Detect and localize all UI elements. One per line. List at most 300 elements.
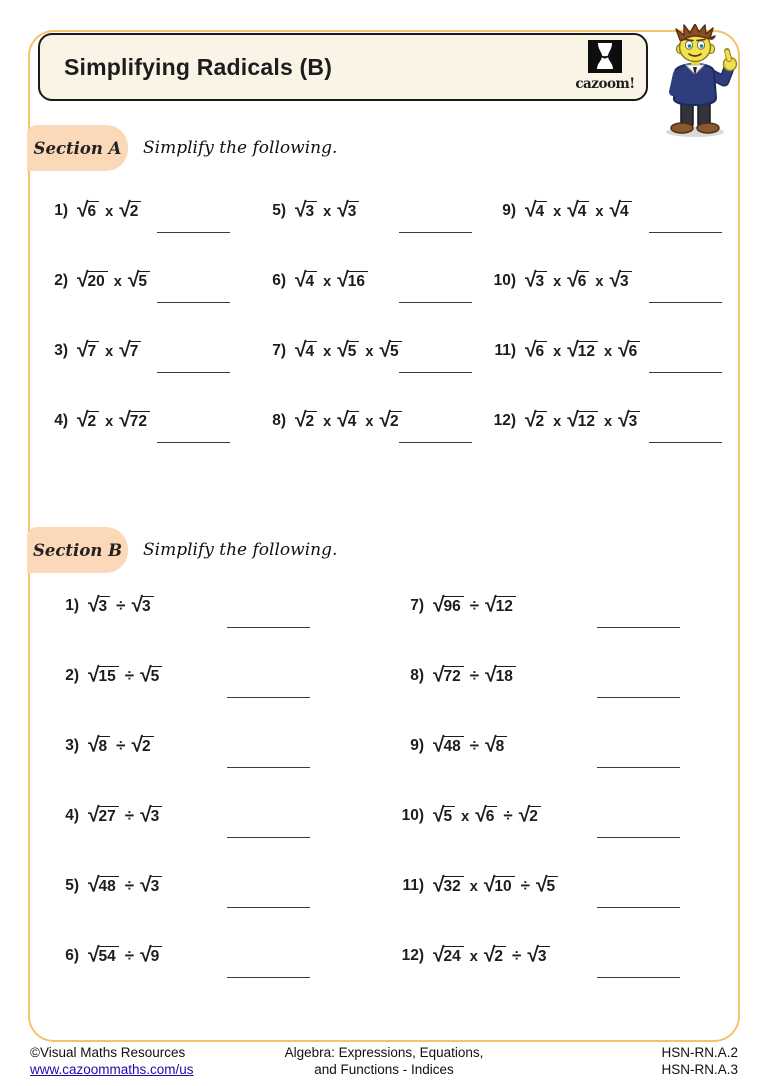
problem (38, 190, 256, 260)
sqrt-term (433, 593, 464, 617)
radicand: 3 (150, 806, 163, 826)
multiply-operator: x (365, 414, 374, 430)
sqrt-term (433, 873, 464, 897)
problem (45, 935, 390, 1005)
radicand: 3 (628, 411, 641, 431)
sqrt-term (88, 733, 110, 757)
problem (390, 865, 738, 935)
radicand: 4 (535, 201, 548, 221)
radical-sign: √ (295, 408, 307, 431)
sqrt-term (140, 803, 162, 827)
problem-number: 8) (410, 667, 424, 684)
answer-blank (597, 697, 680, 698)
problem-number: 10) (401, 807, 424, 824)
radical-sign: √ (140, 803, 152, 826)
problem-number: 10) (493, 272, 516, 289)
radical-sign: √ (475, 803, 487, 826)
sqrt-term (295, 268, 317, 292)
website-link[interactable]: www.cazoommaths.com/us (30, 1062, 194, 1077)
section-a-column-3 (486, 190, 728, 470)
divide-operator: ÷ (469, 596, 480, 615)
problem-number: 9) (502, 202, 516, 219)
radicand: 48 (98, 876, 119, 896)
radicand: 96 (443, 596, 464, 616)
multiply-operator: x (323, 204, 332, 220)
radicand: 2 (535, 411, 548, 431)
multiply-operator: x (595, 204, 604, 220)
radical-sign: √ (119, 338, 131, 361)
expression (433, 733, 507, 757)
radical-sign: √ (567, 198, 579, 221)
radicand: 2 (528, 806, 541, 826)
problem (390, 585, 738, 655)
problem-number: 1) (65, 597, 79, 614)
radical-sign: √ (127, 268, 140, 291)
problem-line (256, 338, 486, 364)
sqrt-term (119, 198, 141, 222)
sqrt-term (77, 268, 108, 292)
expression (88, 803, 162, 827)
radicand: 3 (305, 201, 318, 221)
page-title: Simplifying Radicals (B) (64, 53, 333, 80)
radical-sign: √ (119, 408, 131, 431)
problem-line (256, 268, 486, 294)
answer-blank (227, 907, 310, 908)
expression (525, 198, 632, 222)
problem (486, 330, 728, 400)
radicand: 5 (137, 271, 150, 291)
title-box (38, 33, 648, 101)
section-a-label-text: Section A (33, 138, 122, 158)
radical-sign: √ (337, 408, 349, 431)
radicand: 6 (485, 806, 498, 826)
footer-topic (285, 1044, 484, 1078)
radical-sign: √ (88, 733, 100, 756)
radical-sign: √ (485, 733, 497, 756)
radical-sign: √ (527, 943, 539, 966)
radicand: 72 (443, 666, 464, 686)
sqrt-term (483, 943, 506, 967)
expression (525, 268, 632, 292)
cazoom-logo (574, 40, 636, 92)
sqrt-term (475, 803, 497, 827)
radical-sign: √ (609, 198, 621, 221)
radical-sign: √ (525, 198, 537, 221)
section-b-instruction: Simplify the following. (143, 540, 338, 560)
expression (88, 663, 162, 687)
radicand: 48 (443, 736, 464, 756)
radicand: 3 (150, 876, 163, 896)
problem-number: 11) (494, 342, 516, 359)
problem-line (45, 593, 390, 619)
problem-number: 11) (402, 877, 424, 894)
section-b-header (0, 527, 768, 573)
problem-line (38, 338, 256, 364)
problem-number: 12) (493, 412, 516, 429)
sqrt-term (618, 408, 640, 432)
section-b-column-2 (390, 585, 738, 1005)
radicand: 2 (389, 411, 402, 431)
radical-sign: √ (140, 663, 152, 686)
radical-sign: √ (295, 198, 307, 221)
radical-sign: √ (119, 198, 131, 221)
section-a-column-2 (256, 190, 486, 470)
problem-number: 7) (272, 342, 286, 359)
expression (88, 593, 154, 617)
sqrt-term (131, 593, 154, 617)
sqrt-term (140, 943, 162, 967)
radicand: 3 (619, 271, 632, 291)
radical-sign: √ (337, 338, 349, 361)
sqrt-term (295, 338, 317, 362)
radical-sign: √ (483, 873, 496, 896)
multiply-operator: x (461, 809, 470, 825)
standard-code-1: HSN-RN.A.2 (661, 1045, 738, 1060)
radical-sign: √ (525, 408, 537, 431)
radical-sign: √ (433, 873, 445, 896)
radical-sign: √ (131, 733, 144, 756)
answer-blank (649, 302, 722, 303)
divide-operator: ÷ (116, 736, 126, 755)
radicand: 5 (546, 876, 559, 896)
footer-credits (30, 1044, 285, 1078)
answer-blank (649, 232, 722, 233)
problem-line (486, 338, 728, 364)
radicand: 54 (98, 946, 119, 966)
problem-line (390, 943, 738, 969)
sqrt-term (525, 338, 547, 362)
problem-number: 5) (272, 202, 286, 219)
divide-operator: ÷ (503, 806, 513, 825)
problem-number: 5) (65, 877, 79, 894)
multiply-operator: x (553, 204, 562, 220)
radicand: 24 (443, 946, 464, 966)
sqrt-term (485, 593, 516, 617)
sqrt-term (337, 408, 359, 432)
radicand: 5 (389, 341, 402, 361)
radical-sign: √ (609, 268, 621, 291)
radical-sign: √ (518, 803, 531, 826)
answer-blank (399, 442, 472, 443)
problem (256, 190, 486, 260)
expression (433, 593, 516, 617)
radical-sign: √ (77, 268, 89, 291)
radical-sign: √ (567, 408, 579, 431)
answer-blank (597, 977, 680, 978)
problem (45, 865, 390, 935)
radicand: 16 (347, 271, 368, 291)
problem (256, 260, 486, 330)
divide-operator: ÷ (124, 876, 135, 895)
sqrt-term (379, 338, 401, 362)
answer-blank (597, 907, 680, 908)
sqrt-term (535, 873, 558, 897)
radical-sign: √ (525, 268, 537, 291)
answer-blank (157, 302, 230, 303)
multiply-operator: x (469, 949, 478, 965)
problem-number: 1) (54, 202, 68, 219)
sqrt-term (295, 198, 317, 222)
problem-number: 6) (272, 272, 286, 289)
problem (38, 260, 256, 330)
problem (45, 795, 390, 865)
expression (433, 663, 516, 687)
radical-sign: √ (433, 663, 445, 686)
answer-blank (597, 767, 680, 768)
problem-line (390, 803, 738, 829)
radicand: 4 (305, 271, 318, 291)
radical-sign: √ (140, 873, 152, 896)
divide-operator: ÷ (124, 666, 135, 685)
expression (433, 873, 558, 897)
problem-line (38, 198, 256, 224)
problem (390, 795, 738, 865)
divide-operator: ÷ (124, 946, 135, 965)
problem-line (390, 663, 738, 689)
footer-standards (483, 1044, 738, 1078)
problem-line (486, 408, 728, 434)
sqrt-term (525, 268, 547, 292)
radical-sign: √ (295, 268, 307, 291)
radical-sign: √ (88, 803, 100, 826)
sqrt-term (88, 593, 110, 617)
radicand: 4 (577, 201, 590, 221)
radicand: 2 (87, 411, 100, 431)
multiply-operator: x (604, 344, 613, 360)
problem-number: 12) (401, 947, 424, 964)
radical-sign: √ (88, 663, 100, 686)
sqrt-term (433, 803, 455, 827)
answer-blank (399, 302, 472, 303)
sqrt-term (567, 338, 598, 362)
multiply-operator: x (553, 414, 562, 430)
problem-line (45, 943, 390, 969)
radicand: 5 (347, 341, 360, 361)
radicand: 12 (577, 341, 598, 361)
sqrt-term (609, 198, 631, 222)
multiply-operator: x (553, 344, 562, 360)
sqrt-term (609, 268, 631, 292)
sqrt-term (88, 943, 119, 967)
expression (433, 943, 550, 967)
sqrt-term (119, 338, 141, 362)
sqrt-term (88, 803, 119, 827)
answer-blank (157, 442, 230, 443)
problem (486, 260, 728, 330)
radicand: 6 (628, 341, 641, 361)
radical-sign: √ (618, 408, 630, 431)
problem (486, 190, 728, 260)
expression (88, 943, 162, 967)
expression (295, 268, 368, 292)
radicand: 7 (129, 341, 142, 361)
multiply-operator: x (323, 274, 332, 290)
problem (45, 725, 390, 795)
divide-operator: ÷ (124, 806, 135, 825)
sqrt-term (379, 408, 401, 432)
radicand: 12 (495, 596, 516, 616)
answer-blank (597, 837, 680, 838)
expression (525, 338, 640, 362)
problem-number: 3) (54, 342, 68, 359)
footer (30, 1044, 738, 1078)
copyright-text: ©Visual Maths Resources (30, 1045, 186, 1060)
problem-line (486, 268, 728, 294)
radicand: 3 (537, 946, 550, 966)
answer-blank (399, 232, 472, 233)
multiply-operator: x (365, 344, 374, 360)
radicand: 15 (98, 666, 119, 686)
answer-blank (399, 372, 472, 373)
answer-blank (649, 372, 722, 373)
sqrt-term (88, 873, 119, 897)
sqrt-term (527, 943, 549, 967)
expression (295, 338, 402, 362)
radicand: 72 (129, 411, 150, 431)
multiply-operator: x (604, 414, 613, 430)
radical-sign: √ (379, 408, 391, 431)
section-a-problems (38, 190, 728, 470)
sqrt-term (77, 338, 99, 362)
radicand: 32 (443, 876, 464, 896)
sqrt-term (567, 408, 598, 432)
problem-line (256, 198, 486, 224)
radicand: 2 (493, 946, 506, 966)
radicand: 3 (141, 596, 154, 616)
sqrt-term (485, 733, 507, 757)
problem-number: 9) (410, 737, 424, 754)
multiply-operator: x (113, 274, 122, 290)
radicand: 6 (87, 201, 100, 221)
expression (433, 803, 541, 827)
radical-sign: √ (485, 593, 497, 616)
answer-blank (157, 372, 230, 373)
radicand: 4 (347, 411, 360, 431)
radical-sign: √ (433, 803, 445, 826)
problem-number: 4) (65, 807, 79, 824)
section-a-instruction: Simplify the following. (143, 138, 338, 158)
problem-line (256, 408, 486, 434)
radical-sign: √ (433, 593, 445, 616)
radicand: 8 (98, 736, 111, 756)
radical-sign: √ (77, 408, 89, 431)
radical-sign: √ (483, 943, 496, 966)
sqrt-term (140, 873, 162, 897)
radicand: 3 (347, 201, 360, 221)
sqrt-term (567, 198, 589, 222)
radicand: 6 (577, 271, 590, 291)
radicand: 7 (87, 341, 100, 361)
multiply-operator: x (105, 414, 114, 430)
expression (88, 733, 154, 757)
radical-sign: √ (77, 198, 89, 221)
topic-line-1: Algebra: Expressions, Equations, (284, 1045, 484, 1060)
radicand: 6 (535, 341, 548, 361)
radicand: 2 (141, 736, 154, 756)
multiply-operator: x (323, 414, 332, 430)
radical-sign: √ (140, 943, 152, 966)
expression (295, 198, 359, 222)
section-b-label-text: Section B (32, 540, 123, 560)
answer-blank (157, 232, 230, 233)
sqrt-term (77, 198, 99, 222)
problem-number: 3) (65, 737, 79, 754)
divide-operator: ÷ (512, 946, 522, 965)
radicand: 20 (87, 271, 108, 291)
multiply-operator: x (105, 344, 114, 360)
sqrt-term (295, 408, 317, 432)
sqrt-term (525, 198, 547, 222)
mascot-character (650, 24, 748, 138)
radical-sign: √ (567, 338, 579, 361)
radicand: 5 (443, 806, 456, 826)
radical-sign: √ (88, 873, 100, 896)
multiply-operator: x (595, 274, 604, 290)
problem-line (390, 873, 738, 899)
problem (390, 935, 738, 1005)
radicand: 8 (495, 736, 508, 756)
radicand: 4 (619, 201, 632, 221)
problem (486, 400, 728, 470)
problem (256, 330, 486, 400)
sqrt-term (131, 733, 154, 757)
section-a-label (27, 125, 128, 171)
problem (45, 655, 390, 725)
section-b-problems (45, 585, 738, 1005)
section-b-label (27, 527, 128, 573)
radical-sign: √ (485, 663, 497, 686)
sqrt-term (77, 408, 99, 432)
multiply-operator: x (553, 274, 562, 290)
problem (390, 655, 738, 725)
radicand: 9 (150, 946, 163, 966)
answer-blank (227, 767, 310, 768)
radical-sign: √ (379, 338, 391, 361)
radical-sign: √ (433, 733, 445, 756)
answer-blank (597, 627, 680, 628)
divide-operator: ÷ (469, 736, 480, 755)
problem (256, 400, 486, 470)
radical-sign: √ (567, 268, 579, 291)
problem-number: 8) (272, 412, 286, 429)
answer-blank (227, 697, 310, 698)
radical-sign: √ (618, 338, 630, 361)
section-a-header (0, 125, 768, 171)
radical-sign: √ (535, 873, 548, 896)
topic-line-2: and Functions - Indices (314, 1062, 454, 1077)
sqrt-term (433, 663, 464, 687)
radical-sign: √ (88, 593, 100, 616)
sqrt-term (119, 408, 150, 432)
sqrt-term (525, 408, 547, 432)
problem (45, 585, 390, 655)
problem-line (45, 803, 390, 829)
sqrt-term (618, 338, 640, 362)
sqrt-term (433, 733, 464, 757)
problem-line (390, 733, 738, 759)
expression (77, 268, 150, 292)
sqrt-term (88, 663, 119, 687)
expression (88, 873, 162, 897)
problem-line (38, 408, 256, 434)
sqrt-term (337, 338, 359, 362)
expression (77, 198, 141, 222)
radical-sign: √ (525, 338, 537, 361)
expression (77, 338, 141, 362)
cazoom-logo-text: cazoom! (575, 76, 635, 92)
sqrt-term (518, 803, 541, 827)
radical-sign: √ (77, 338, 89, 361)
